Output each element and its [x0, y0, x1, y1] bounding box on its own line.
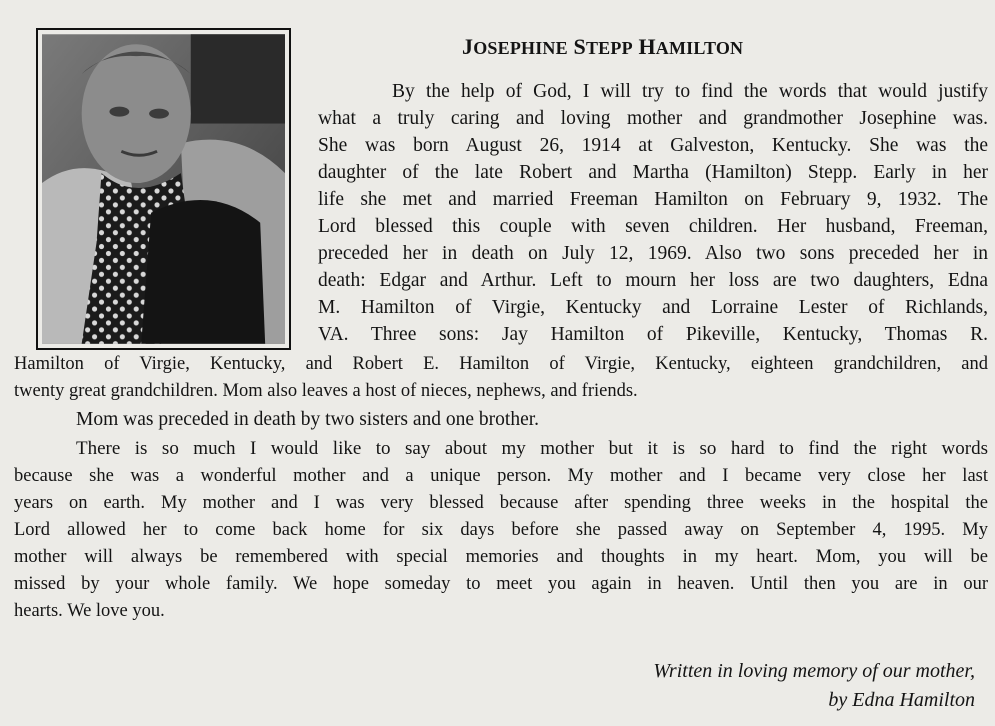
body-line-10: VA. Three sons: Jay Hamilton of Pikeville, Kentucky, Thomas R.: [318, 324, 988, 345]
signature-line-1: Written in loving memory of our mother,: [653, 660, 975, 682]
body-line-11: Hamilton of Virgie, Kentucky, and Robert E. Hamilton of Virgie, Kentucky, eighteen grandchildren, and: [14, 354, 988, 374]
title-initial-last: H: [638, 34, 656, 59]
body-line-18: mother will always be remembered with special memories and thoughts in my heart. Mom, you will be: [14, 547, 988, 567]
obituary-title: [462, 34, 743, 60]
body-line-3: She was born August 26, 1914 at Galveston, Kentucky. She was the: [318, 135, 988, 156]
body-line-20: hearts. We love you.: [14, 601, 165, 621]
body-line-1: By the help of God, I will try to find the words that would justify: [392, 81, 988, 102]
title-initial-middle: S: [573, 34, 586, 59]
title-rest-last: AMILTON: [655, 38, 744, 58]
body-line-7: preceded her in death on July 12, 1969. Also two sons preceded her in: [318, 243, 988, 264]
body-line-2: what a truly caring and loving mother and grandmother Josephine was.: [318, 108, 988, 129]
body-line-15: because she was a wonderful mother and a unique person. My mother and I became very close her last: [14, 466, 988, 486]
body-line-9: M. Hamilton of Virgie, Kentucky and Lorraine Lester of Richlands,: [318, 297, 988, 318]
portrait-image: [42, 34, 285, 344]
signature-line-2: by Edna Hamilton: [828, 689, 975, 711]
body-line-6: Lord blessed this couple with seven children. Her husband, Freeman,: [318, 216, 988, 237]
body-line-5: life she met and married Freeman Hamilton on February 9, 1932. The: [318, 189, 988, 210]
body-line-4: daughter of the late Robert and Martha (Hamilton) Stepp. Early in her: [318, 162, 988, 183]
body-line-8: death: Edgar and Arthur. Left to mourn her loss are two daughters, Edna: [318, 270, 988, 291]
body-line-13: Mom was preceded in death by two sisters and one brother.: [76, 409, 540, 430]
body-line-14: There is so much I would like to say about my mother but it is so hard to find the right words: [76, 438, 988, 459]
title-initial-first: J: [462, 34, 474, 59]
portrait-photo: [36, 28, 291, 350]
body-line-12: twenty great grandchildren. Mom also leaves a host of nieces, nephews, and friends.: [14, 381, 638, 401]
body-line-17: Lord allowed her to come back home for six days before she passed away on September 4, 1995. My: [14, 520, 988, 540]
title-rest-middle: TEPP: [585, 38, 633, 58]
body-line-16: years on earth. My mother and I was very blessed because after spending three weeks in the hospital the: [14, 493, 988, 513]
body-line-19: missed by your whole family. We hope someday to meet you again in heaven. Until then you are in our: [14, 574, 988, 594]
title-rest-first: OSEPHINE: [473, 38, 568, 58]
